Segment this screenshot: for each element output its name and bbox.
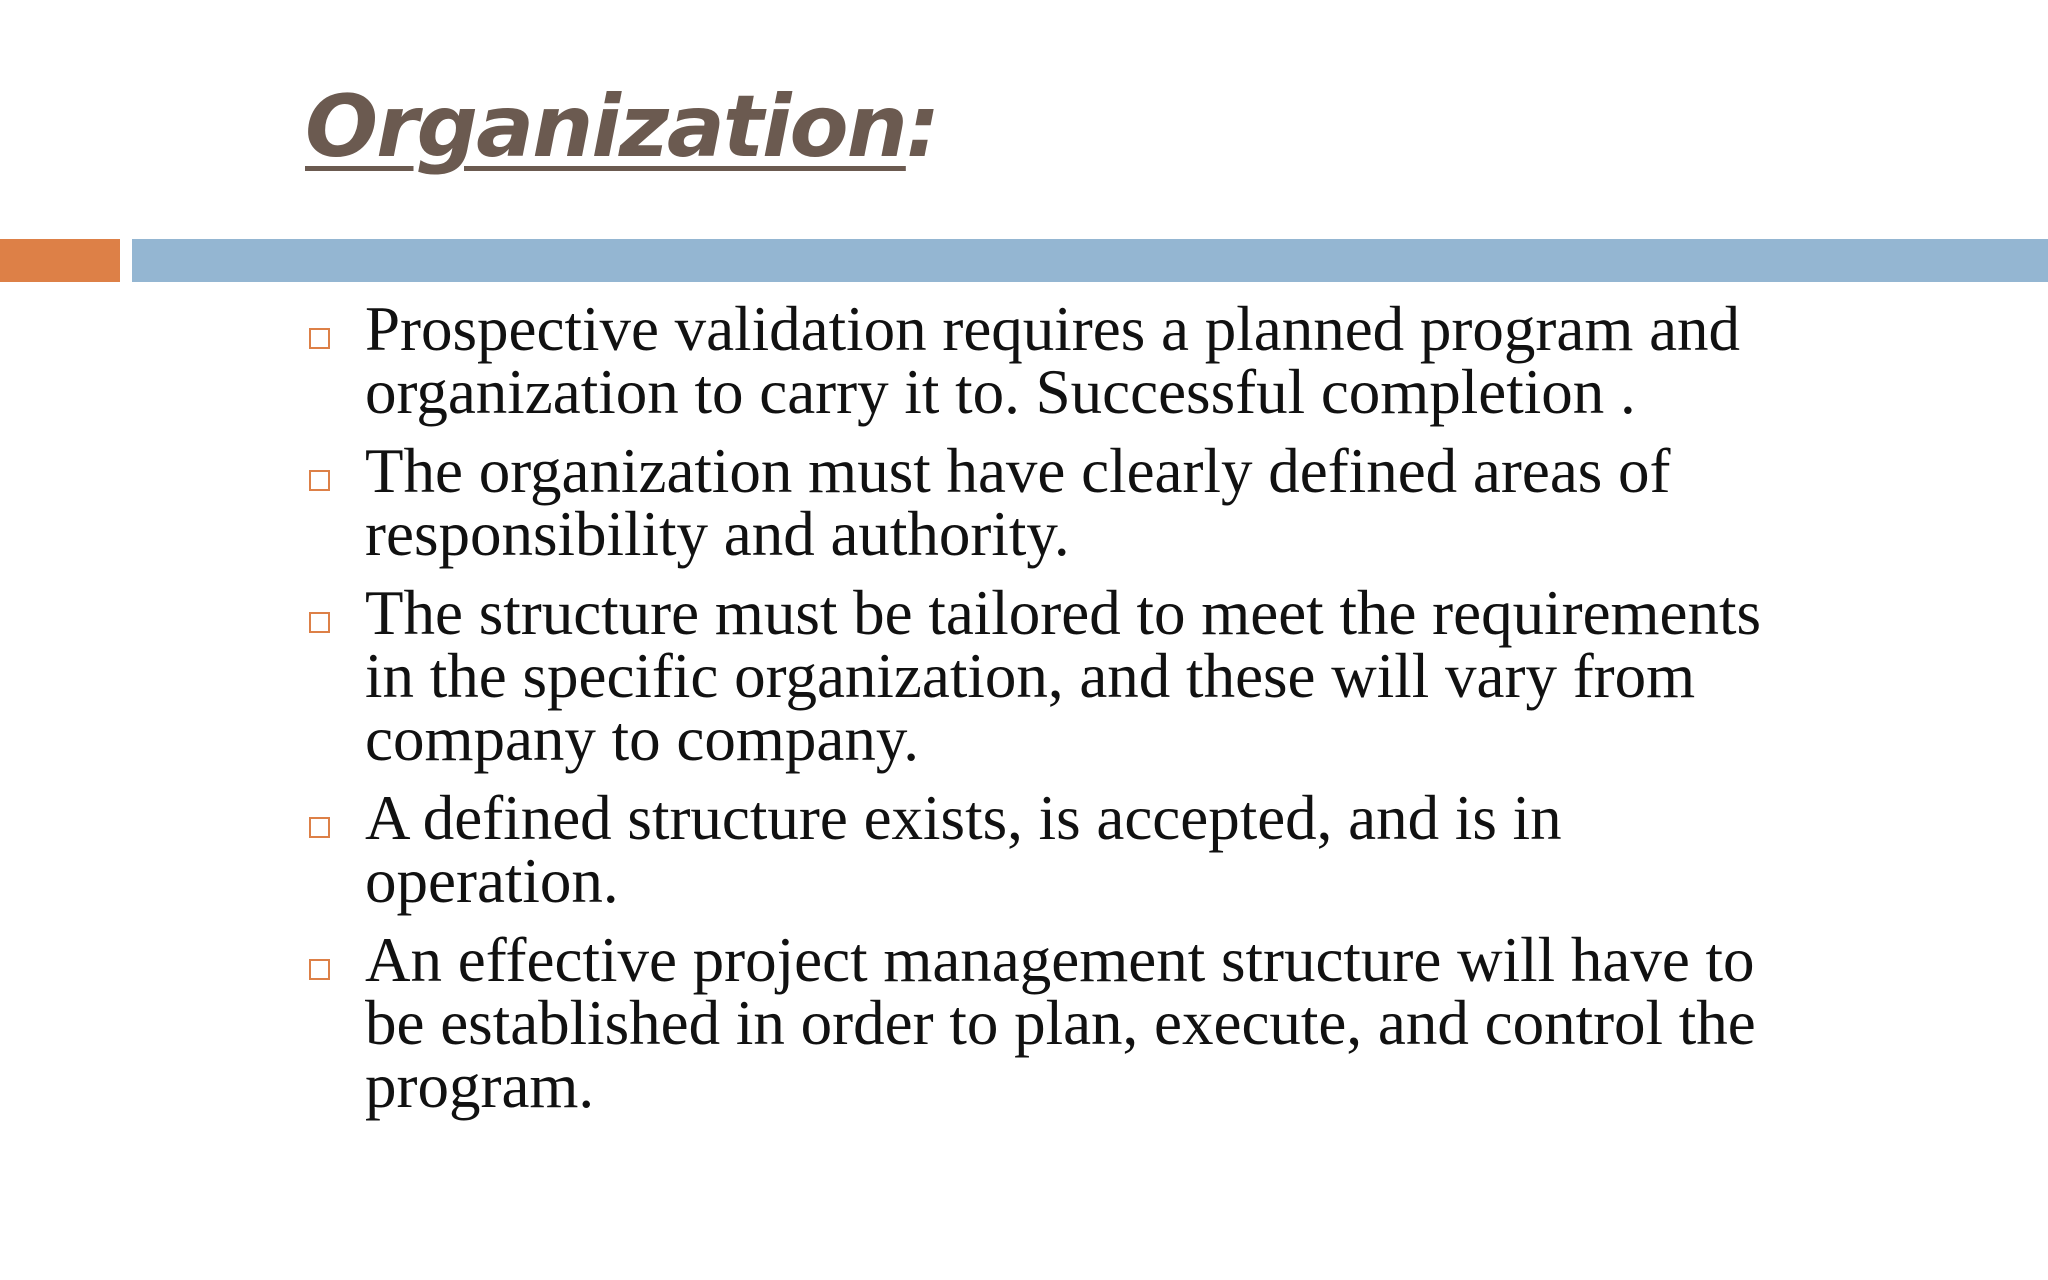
bullet-item — [305, 578, 1825, 774]
bullet-text: The organization must have clearly defined areas of responsibility and authority. — [365, 436, 1671, 569]
bullet-text: Prospective validation requires a planned program and organization to carry it to. Successful completion . — [365, 294, 1741, 427]
bullet-item — [305, 294, 1825, 427]
slide-title-colon: : — [905, 77, 939, 177]
accent-bar — [0, 239, 120, 282]
hollow-square-bullet-icon — [309, 328, 330, 349]
slide-title — [305, 77, 939, 177]
bullet-item — [305, 783, 1825, 916]
bullet-text: A defined structure exists, is accepted, and is in operation. — [365, 783, 1562, 916]
bullet-item — [305, 436, 1825, 569]
slide-title-text: Organization — [305, 77, 906, 177]
bullet-text: The structure must be tailored to meet the requirements in the specific organization, and these will vary from company to company. — [365, 578, 1762, 774]
hollow-square-bullet-icon — [309, 959, 330, 980]
hollow-square-bullet-icon — [309, 612, 330, 633]
bullet-list — [305, 294, 1825, 1134]
bullet-item — [305, 925, 1825, 1121]
hollow-square-bullet-icon — [309, 470, 330, 491]
hollow-square-bullet-icon — [309, 817, 330, 838]
bullet-text: An effective project management structure will have to be established in order to plan, execute, and control the program. — [365, 925, 1756, 1121]
title-divider-bar — [132, 239, 2048, 282]
